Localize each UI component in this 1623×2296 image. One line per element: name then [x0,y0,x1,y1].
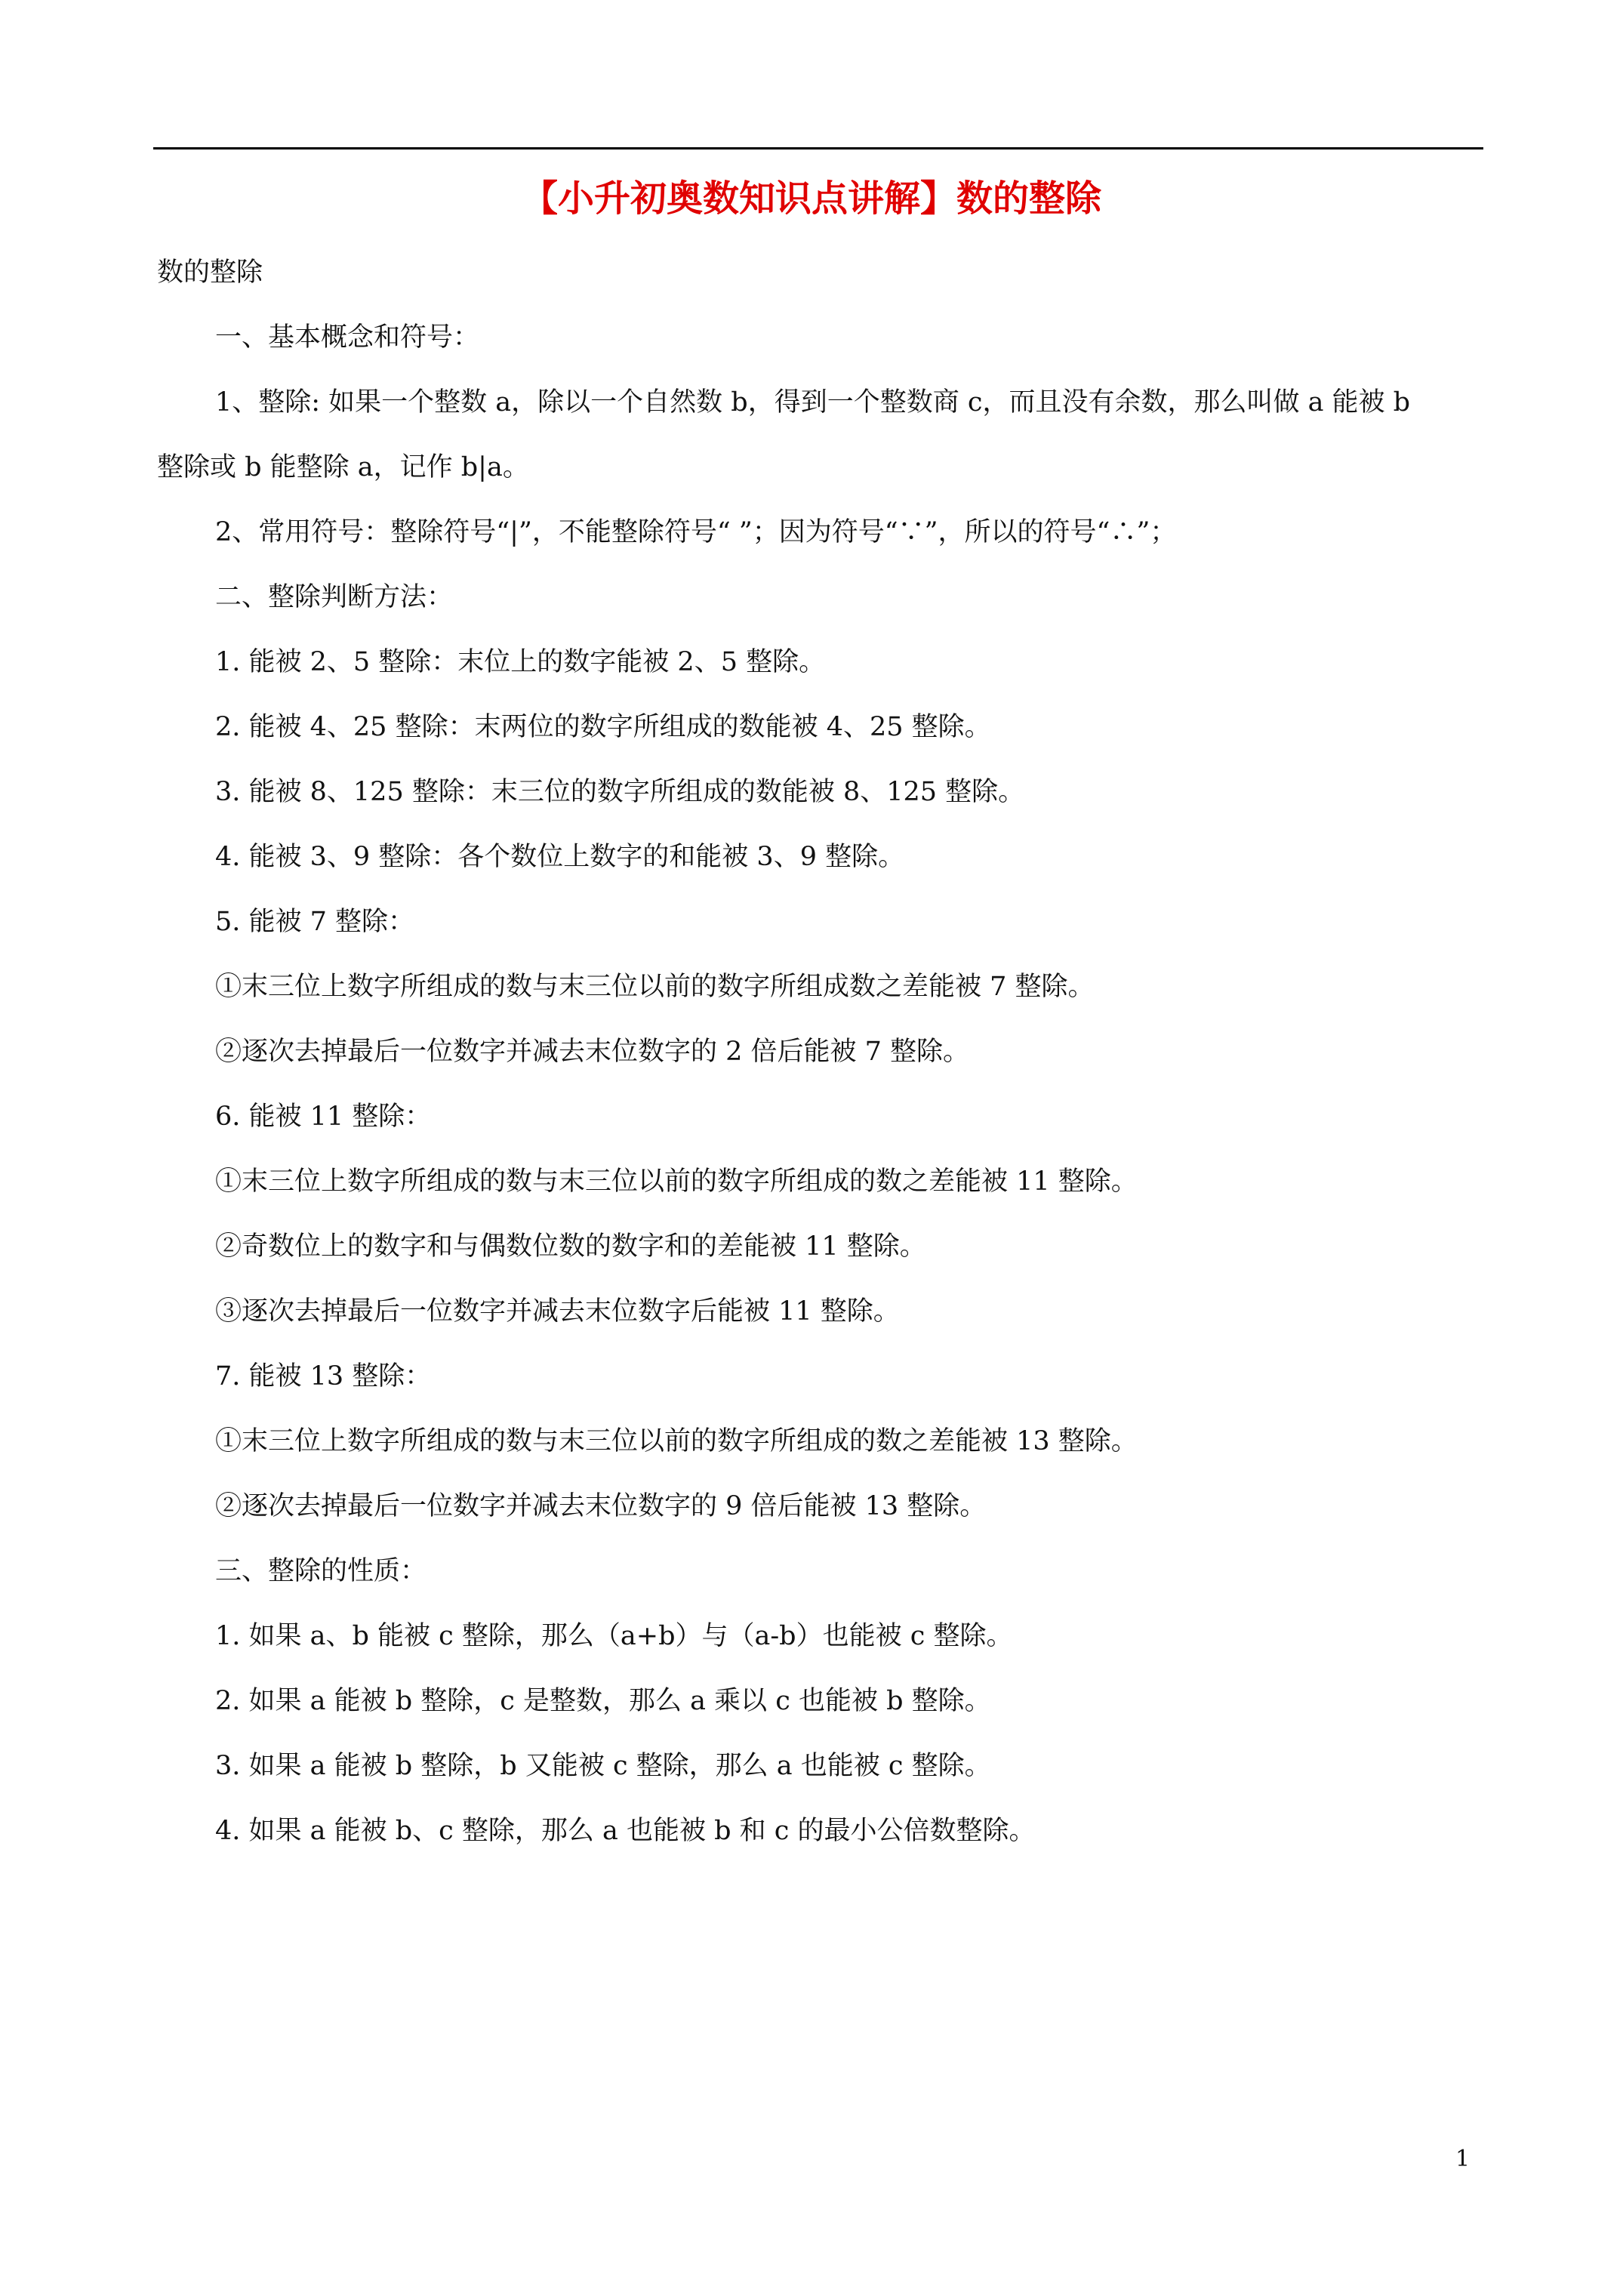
rule-subitem: ②逐次去掉最后一位数字并减去末位数字的 2 倍后能被 7 整除。 [215,1037,970,1067]
property-item: 4. 如果 a 能被 b、c 整除，那么 a 也能被 b 和 c 的最小公倍数整除。 [215,1816,1036,1846]
property-item: 2. 如果 a 能被 b 整除，c 是整数，那么 a 乘以 c 也能被 b 整除。 [215,1686,991,1716]
page-number: 1 [1455,2146,1471,2172]
rule-item: 4. 能被 3、9 整除：各个数位上数字的和能被 3、9 整除。 [215,842,905,872]
rule-item: 3. 能被 8、125 整除：末三位的数字所组成的数能被 8、125 整除。 [215,777,1025,807]
section-heading-2: 二、整除判断方法： [215,582,454,612]
rule-subitem: ②奇数位上的数字和与偶数位数的数字和的差能被 11 整除。 [215,1231,926,1262]
document-title: 【小升初奥数知识点讲解】数的整除 [521,177,1101,220]
rule-subitem: ③逐次去掉最后一位数字并减去末位数字后能被 11 整除。 [215,1296,900,1327]
rule-subitem: ①末三位上数字所组成的数与末三位以前的数字所组成数之差能被 7 整除。 [215,972,1095,1002]
subtitle: 数的整除 [157,257,263,288]
property-item: 1. 如果 a、b 能被 c 整除，那么（a+b）与（a-b）也能被 c 整除。 [215,1621,1013,1651]
section-heading-3: 三、整除的性质： [215,1556,427,1586]
rule-item: 7. 能被 13 整除： [215,1361,432,1391]
rule-item: 2. 能被 4、25 整除：末两位的数字所组成的数能被 4、25 整除。 [215,712,991,742]
rule-item: 6. 能被 11 整除： [215,1102,432,1132]
rule-subitem: ②逐次去掉最后一位数字并减去末位数字的 9 倍后能被 13 整除。 [215,1491,987,1521]
section-heading-1: 一、基本概念和符号： [215,322,480,353]
header-rule [153,147,1483,149]
property-item: 3. 如果 a 能被 b 整除，b 又能被 c 整除，那么 a 也能被 c 整除。 [215,1751,991,1781]
rule-item: 5. 能被 7 整除： [215,907,415,937]
definition-line-1: 1、整除: 如果一个整数 a，除以一个自然数 b，得到一个整数商 c，而且没有余数，那么叫做 a 能被 b [215,387,1411,418]
definition-line-2: 整除或 b 能整除 a，记作 b|a。 [157,452,529,482]
rule-item: 1. 能被 2、5 整除：末位上的数字能被 2、5 整除。 [215,647,826,677]
rule-subitem: ①末三位上数字所组成的数与末三位以前的数字所组成的数之差能被 13 整除。 [215,1426,1138,1456]
symbols-line: 2、常用符号：整除符号“|”，不能整除符号“ ”；因为符号“∵”，所以的符号“∴”； [215,517,1177,547]
rule-subitem: ①末三位上数字所组成的数与末三位以前的数字所组成的数之差能被 11 整除。 [215,1166,1138,1197]
